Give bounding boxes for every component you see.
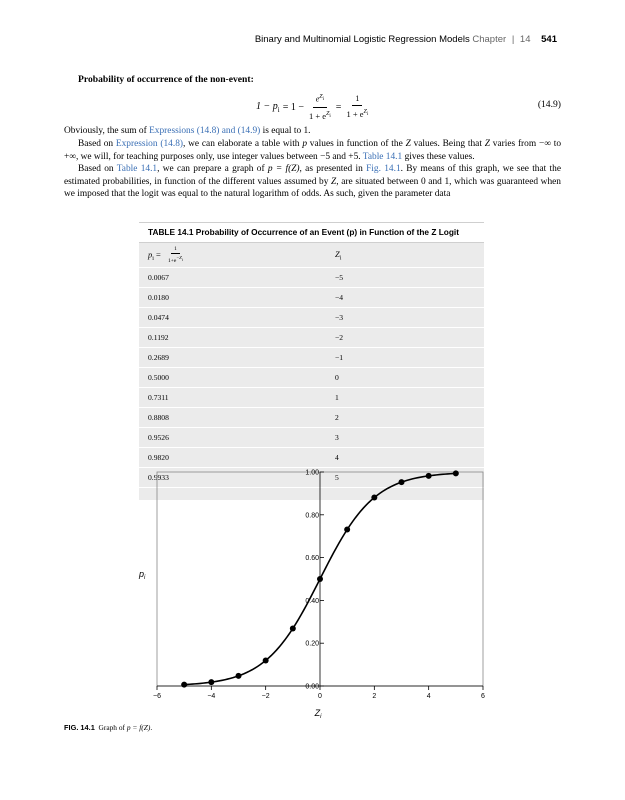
table-cell-z: −1 (335, 353, 344, 362)
table-row (139, 428, 484, 448)
p2-text-2: , we can elaborate a table with (183, 139, 303, 149)
figure-caption-label: FIG. 14.1 (64, 723, 95, 732)
table-cell-z: −2 (335, 333, 344, 342)
data-point (371, 495, 377, 501)
p1-text-1: Obviously, the sum of (64, 126, 150, 136)
th-z-sub: i (339, 255, 342, 262)
eq-frac2-den-sup: Z (363, 108, 367, 115)
x-tick-label: 6 (481, 693, 485, 700)
p2-z2: Z (484, 139, 490, 149)
th-frac-den: 1+e (167, 257, 177, 264)
table-cell-p: 0.0474 (148, 313, 169, 322)
table-cell-z: 3 (335, 433, 339, 442)
x-tick-label: −2 (261, 693, 270, 700)
y-tick-label: 0.00 (305, 683, 319, 691)
eq-fraction-1 (306, 91, 334, 122)
table-cell-z: −3 (335, 313, 344, 322)
p3-text-5: , are situated between 0 and 1, which was guaranteed when we imposed that the logit was equal to the natural logarithm of odds. As such, given the parameter data (64, 176, 561, 200)
table-row (139, 408, 484, 428)
eq-lhs-sub: i (277, 105, 280, 114)
x-tick-label: −4 (207, 693, 216, 700)
p1-text-2: is equal to 1. (260, 126, 311, 136)
x-axis-label (314, 708, 323, 720)
data-point (344, 527, 350, 533)
paragraph-1 (64, 125, 561, 138)
th-frac-num: 1 (171, 246, 180, 254)
table-row (139, 308, 484, 328)
table-header-z (327, 249, 341, 262)
table-body (139, 268, 484, 488)
table-cell-p: 0.1192 (148, 333, 169, 342)
table-cell-z: 4 (335, 453, 339, 462)
table-row (139, 388, 484, 408)
table-cell-p: 0.9933 (148, 473, 169, 482)
page-number: 541 (541, 34, 557, 45)
p3-link-figure[interactable]: Fig. 14.1 (366, 164, 401, 174)
header-chapter-label: Chapter (472, 34, 507, 45)
table-cell-z: 2 (335, 413, 339, 422)
table-row (139, 368, 484, 388)
table-row (139, 348, 484, 368)
table-cell-z: 0 (335, 373, 339, 382)
y-axis-label-main: p (139, 569, 145, 579)
equation-number: (14.9) (537, 99, 561, 110)
data-point (453, 470, 459, 476)
figure-14-1-chart (130, 462, 500, 724)
figure-caption-text-2: . (150, 723, 153, 732)
table-cell-p: 0.8808 (148, 413, 169, 422)
table-cell-p: 0.0180 (148, 293, 169, 302)
eq-frac1-num: e (315, 94, 320, 104)
eq-frac1-den-sup-sub: i (329, 113, 331, 119)
y-tick-label: 0.20 (305, 640, 319, 648)
table-cell-p: 0.2689 (148, 353, 169, 362)
table-cell-z: −5 (335, 273, 344, 282)
table-cell-z: 5 (335, 473, 339, 482)
p2-link-table[interactable]: Table 14.1 (362, 151, 403, 162)
p1-link-expressions[interactable]: Expressions (14.8) and (14.9) (149, 126, 261, 136)
section-heading: Probability of occurrence of the non-event: (78, 74, 254, 85)
y-tick-label: 0.40 (305, 597, 319, 605)
table-row (139, 288, 484, 308)
table-cell-p: 0.5000 (148, 373, 169, 382)
data-point (399, 479, 405, 485)
figure-caption (64, 723, 152, 732)
p2-text-3: values in function of the (307, 139, 406, 149)
header-separator: | (511, 34, 515, 45)
data-point (181, 682, 187, 688)
p3-formula: p = f(Z) (267, 164, 300, 174)
eq-frac1-num-sup-sub: i (322, 97, 325, 103)
eq-frac1-den: 1 + e (308, 110, 327, 121)
p2-p: p (302, 139, 307, 149)
p3-z: Z (331, 176, 337, 187)
p3-text-2: , we can prepare a graph of (157, 164, 268, 174)
th-p-eq: = (153, 248, 163, 259)
p2-text-4: values. Being that (410, 139, 485, 149)
x-tick-label: 4 (426, 693, 431, 700)
y-axis-label (138, 569, 146, 581)
eq-frac2-num: 1 (352, 93, 362, 106)
table-cell-p: 0.0067 (148, 273, 169, 282)
eq-frac2-den-sup-sub: i (366, 112, 369, 118)
eq-fraction-2 (343, 93, 371, 121)
p2-z: Z (405, 139, 411, 149)
y-axis-label-sub: i (144, 575, 146, 581)
table-row (139, 328, 484, 348)
running-header (255, 34, 557, 45)
eq-frac1-den-sup: Z (326, 110, 330, 117)
table-caption: TABLE 14.1 Probability of Occurrence of an Event (p) in Function of the Z Logit (139, 222, 484, 243)
th-z: Z (335, 248, 340, 259)
x-tick-label: 2 (372, 693, 377, 700)
table-row (139, 268, 484, 288)
p2-link-expression[interactable]: Expression (14.8) (115, 139, 184, 149)
p3-text-4: . By means of this graph, we see that the estimated probabilities, in function of the different values assumed by (64, 164, 561, 187)
eq-lhs: 1 − p (256, 100, 278, 112)
eq-frac1-num-sup: Z (319, 94, 323, 101)
table-cell-z: −4 (335, 293, 344, 302)
table-cell-p: 0.9526 (148, 433, 169, 442)
th-frac-den-sup: −Z (176, 254, 182, 260)
th-frac-den-sup-sub: i (181, 256, 183, 262)
y-tick-label: 0.80 (305, 512, 319, 520)
eq-frac2-den: 1 + e (346, 108, 364, 119)
p2-text-6: gives these values. (402, 151, 475, 162)
equation-14-9 (256, 90, 373, 124)
eq-eq2: = (335, 101, 342, 113)
table-14-1 (139, 222, 484, 501)
p2-text-1: Based on (78, 139, 116, 149)
p3-text-3: , as presented in (299, 164, 367, 174)
table-cell-p: 0.9820 (148, 453, 169, 462)
y-tick-label: 0.60 (305, 555, 319, 563)
th-p: p (148, 248, 153, 259)
th-p-sub: i (152, 255, 154, 262)
y-tick-label: 1.00 (305, 469, 319, 477)
x-tick-label: 0 (318, 693, 322, 700)
x-axis-label-main: Z (314, 708, 321, 718)
x-axis-label-sub: i (320, 714, 322, 720)
data-point (236, 673, 242, 679)
p2-text-5: varies from −∞ to +∞, we will, for teaching purposes only, use integer values between −5 and +5. (64, 139, 562, 162)
paragraph-2 (64, 138, 561, 163)
paragraph-3 (64, 163, 561, 201)
data-point (317, 576, 323, 582)
table-cell-z: 1 (335, 393, 339, 402)
data-point (426, 473, 432, 479)
p3-text-1: Based on (78, 164, 117, 174)
table-header-row (139, 243, 484, 268)
eq-eq1: = 1 − (282, 101, 304, 113)
data-point (263, 657, 269, 663)
data-point (208, 679, 214, 685)
figure-caption-formula: p = f(Z) (126, 723, 151, 732)
x-tick-label: −6 (153, 693, 161, 700)
table-header-p (139, 246, 327, 265)
header-title: Binary and Multinomial Logistic Regression Models (254, 34, 470, 45)
header-chapter-number: 14 (519, 34, 531, 45)
table-cell-p: 0.7311 (148, 393, 169, 402)
data-point (290, 625, 296, 631)
figure-caption-text-1: Graph of (98, 723, 127, 732)
p3-link-table[interactable]: Table 14.1 (116, 164, 158, 174)
